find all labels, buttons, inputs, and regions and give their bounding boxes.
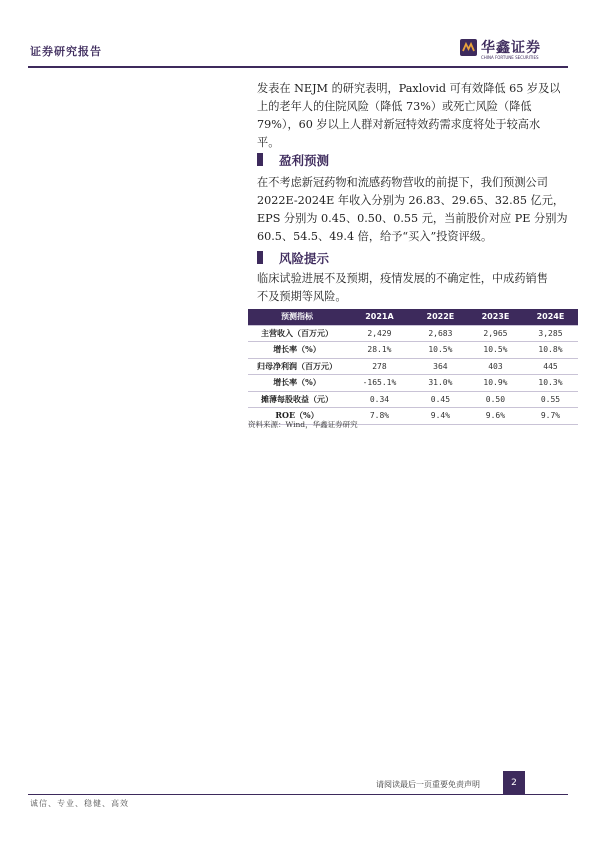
column-header: 2021A: [346, 309, 413, 325]
text-line: 79%），60 岁以上人群对新冠特效药需求度将处于较高水: [257, 118, 541, 131]
text-line: 上的老年人的住院风险（降低 73%）或死亡风险（降低: [257, 100, 532, 113]
section-marker: [257, 153, 263, 166]
column-header: 2023E: [468, 309, 523, 325]
risk-paragraph: [257, 270, 578, 306]
table-cell: 10.8%: [523, 342, 578, 359]
column-header: 2022E: [413, 309, 468, 325]
table-cell: 3,285: [523, 325, 578, 342]
table-cell: 0.45: [413, 391, 468, 408]
table-cell: 364: [413, 358, 468, 375]
footer-divider: [28, 794, 568, 795]
text-line: 平。: [257, 136, 280, 149]
disclaimer-link[interactable]: 请阅读最后一页重要免责声明: [376, 780, 480, 789]
logo-english-name: CHINA FORTUNE SECURITIES: [481, 55, 539, 60]
row-label: 摊薄每股收益（元）: [248, 391, 346, 408]
table-cell: -165.1%: [346, 375, 413, 392]
section-title: 盈利预测: [279, 153, 330, 168]
table-cell: 2,965: [468, 325, 523, 342]
logo-mark-icon: [460, 39, 477, 56]
row-label: 主营收入（百万元）: [248, 325, 346, 342]
page-number: 2: [503, 771, 525, 795]
logo-chinese-name: 华鑫证券: [481, 40, 541, 56]
table-source-note: 资料来源：Wind，华鑫证券研究: [248, 420, 358, 429]
table-cell: 445: [523, 358, 578, 375]
table-cell: 7.8%: [346, 408, 413, 425]
table-cell: 9.4%: [413, 408, 468, 425]
text-line: 60.5、54.5、49.4 倍，给予“买入”投资评级。: [257, 230, 493, 243]
table-cell: 28.1%: [346, 342, 413, 359]
table-cell: 2,683: [413, 325, 468, 342]
table-cell: 10.5%: [413, 342, 468, 359]
forecast-table: [248, 309, 578, 425]
section-title: 风险提示: [279, 251, 330, 266]
section-marker: [257, 251, 263, 264]
row-label: ROE（%）: [248, 408, 346, 425]
table-cell: 31.0%: [413, 375, 468, 392]
table-cell: 0.34: [346, 391, 413, 408]
text-line: 2022E-2024E 年收入分别为 26.83、29.65、32.85 亿元，: [257, 194, 565, 207]
table-cell: 10.3%: [523, 375, 578, 392]
row-label: 增长率（%）: [248, 375, 346, 392]
row-label: 增长率（%）: [248, 342, 346, 359]
header-divider: [28, 66, 568, 68]
row-label: 归母净利润（百万元）: [248, 358, 346, 375]
table-cell: 10.5%: [468, 342, 523, 359]
column-header: 2024E: [523, 309, 578, 325]
table-cell: 9.7%: [523, 408, 578, 425]
table-cell: 0.50: [468, 391, 523, 408]
report-type-label: 证券研究报告: [30, 45, 102, 58]
table-cell: 278: [346, 358, 413, 375]
table-row: [248, 325, 578, 342]
company-logo: [460, 38, 560, 62]
table-cell: 0.55: [523, 391, 578, 408]
column-header: 预测指标: [248, 309, 346, 325]
table-row: [248, 375, 578, 392]
footer-slogan: 诚信、专业、稳健、高效: [30, 799, 129, 808]
table-cell: 403: [468, 358, 523, 375]
table-row: [248, 391, 578, 408]
text-line: 临床试验进展不及预期，疫情发展的不确定性，中成药销售: [257, 272, 548, 285]
intro-paragraph: [257, 80, 578, 152]
table-cell: 10.9%: [468, 375, 523, 392]
text-line: 不及预期等风险。: [257, 290, 347, 303]
table-row: [248, 342, 578, 359]
table-header-row: [248, 309, 578, 325]
text-line: 发表在 NEJM 的研究表明，Paxlovid 可有效降低 65 岁及以: [257, 82, 561, 95]
forecast-paragraph: [257, 174, 578, 246]
text-line: 在不考虑新冠药物和流感药物营收的前提下，我们预测公司: [257, 176, 548, 189]
table-cell: 9.6%: [468, 408, 523, 425]
table-row: [248, 358, 578, 375]
table-cell: 2,429: [346, 325, 413, 342]
text-line: EPS 分别为 0.45、0.50、0.55 元，当前股价对应 PE 分别为: [257, 212, 568, 225]
